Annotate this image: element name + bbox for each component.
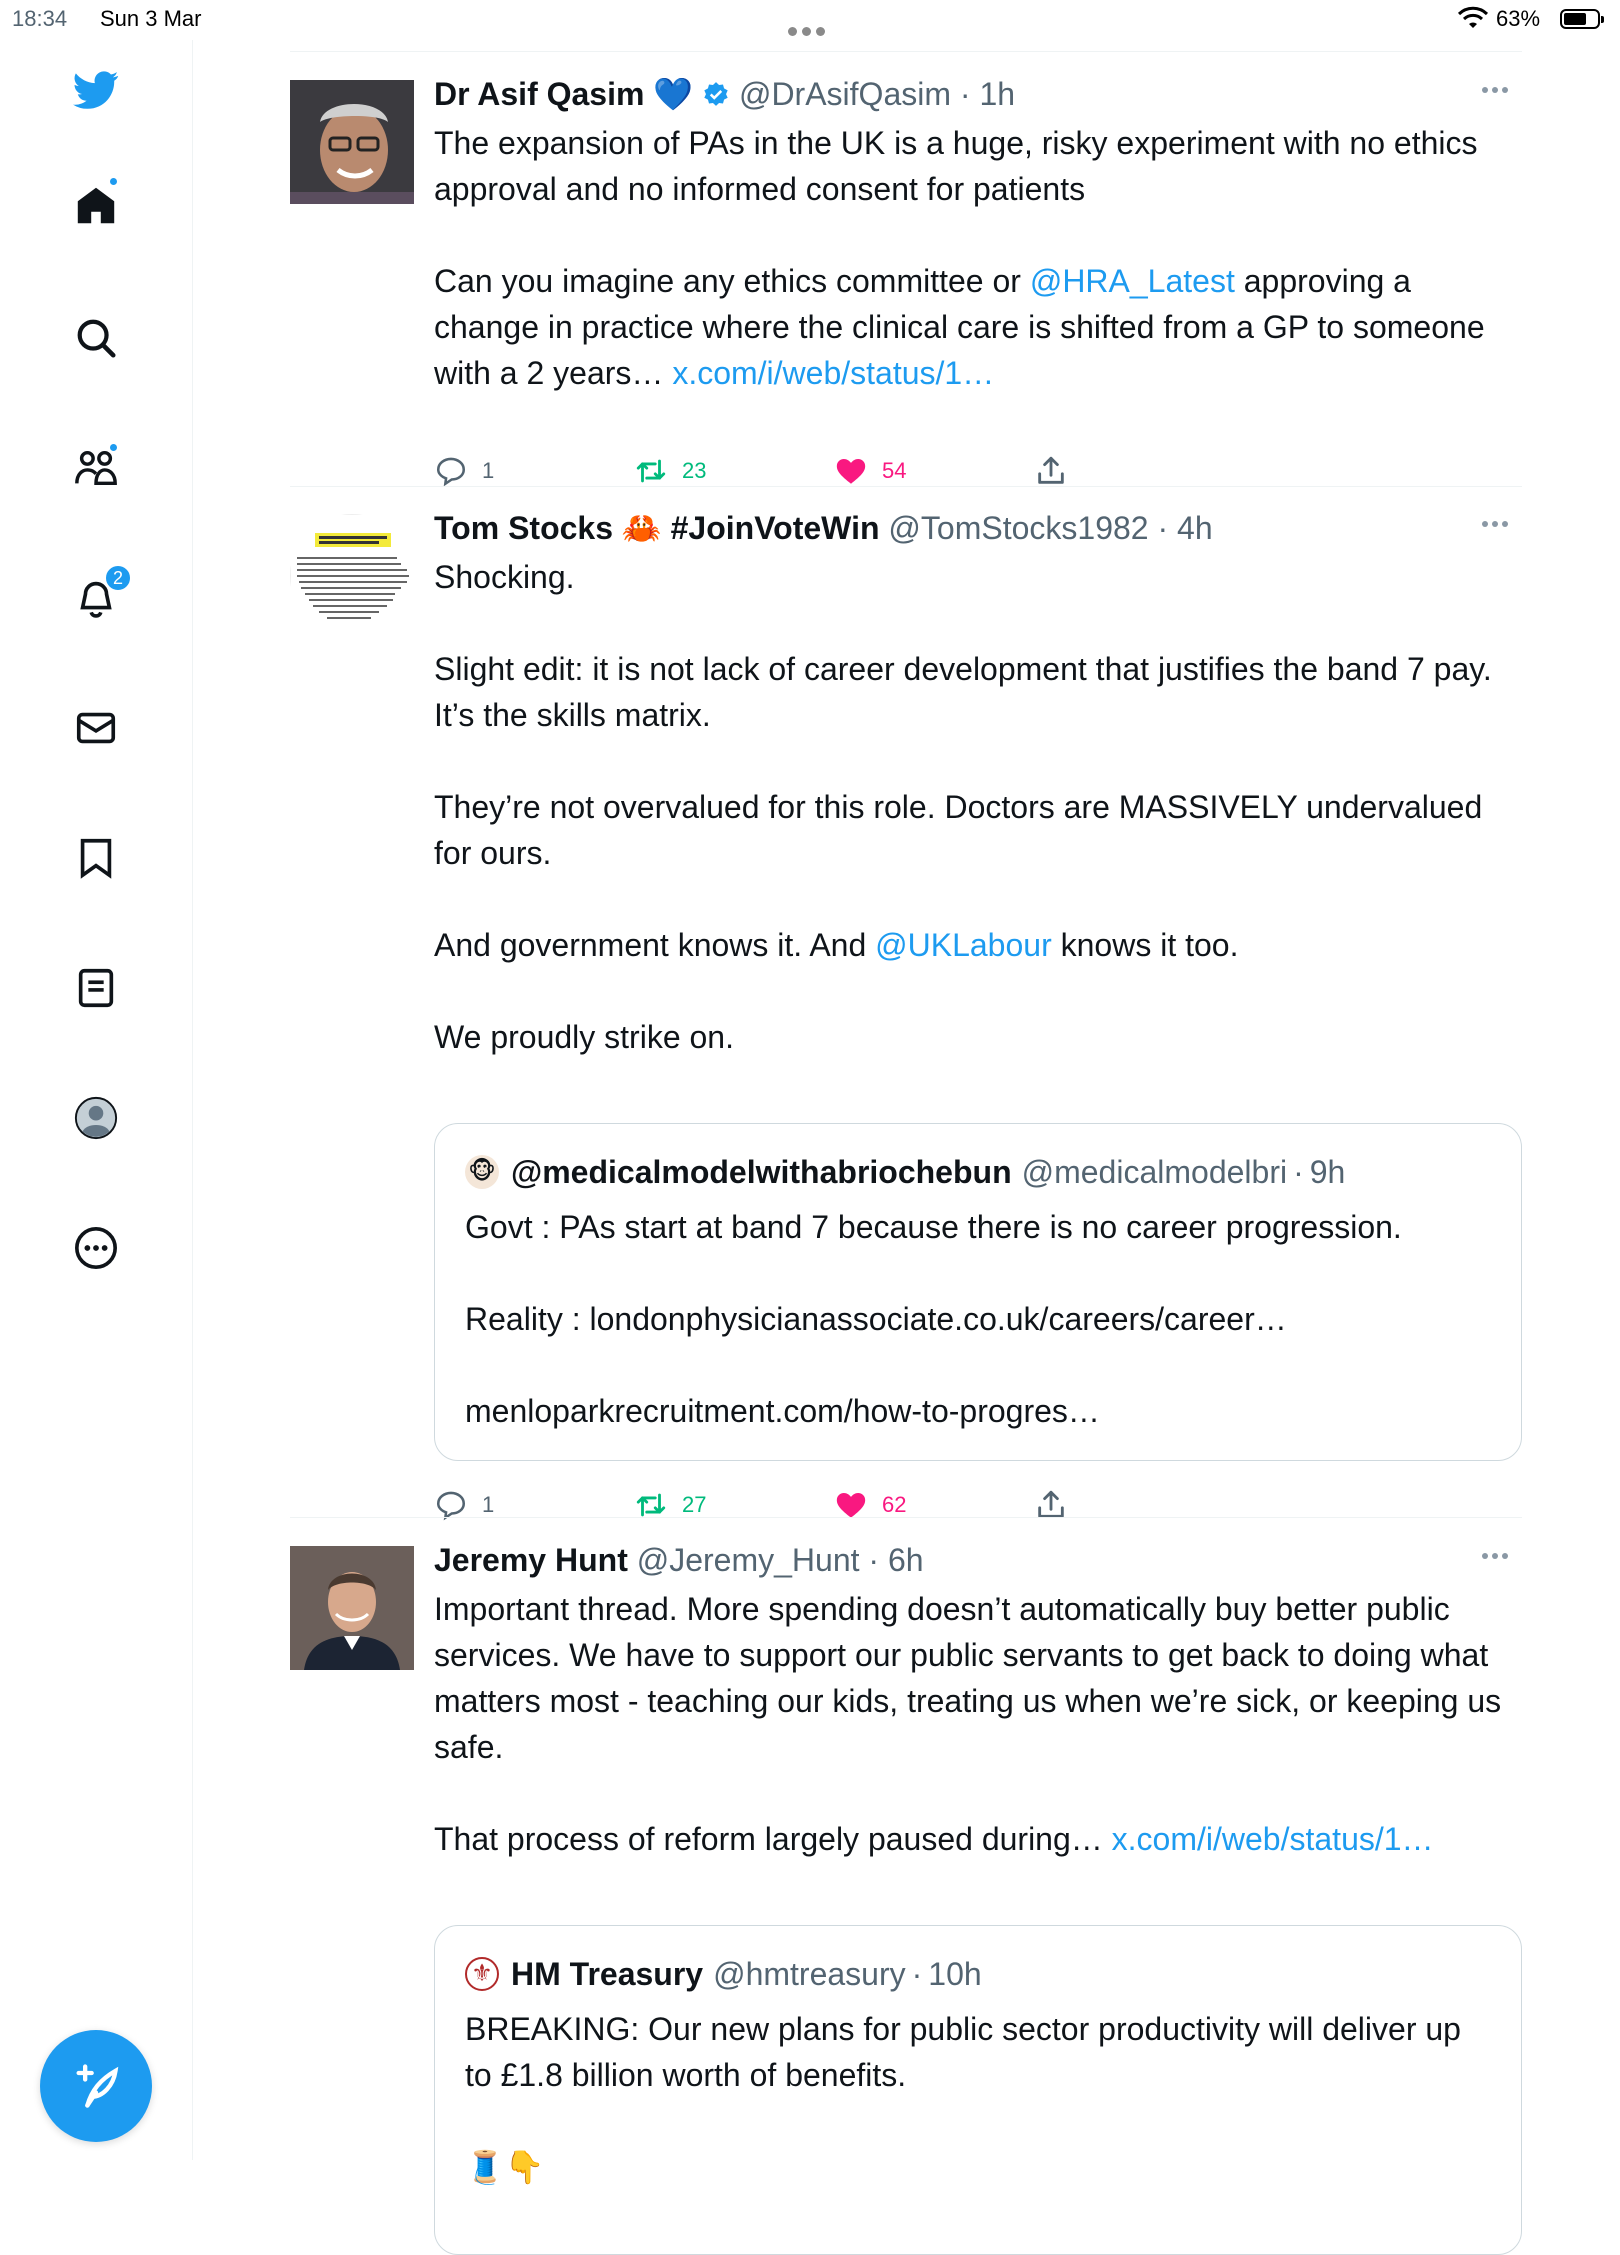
tweet-paragraph [434, 922, 1514, 968]
mention-link[interactable]: @HRA_Latest [1029, 263, 1235, 299]
avatar[interactable] [290, 1546, 414, 1670]
tweet-paragraph: The expansion of PAs in the UK is a huge, risky experiment with no ethics approval and no informed consent for patients [434, 125, 1478, 207]
quoted-paragraph: menloparkrecruitment.com/how-to-progres… [465, 1393, 1100, 1429]
share-button[interactable] [1034, 454, 1082, 488]
tweet-header [434, 508, 1514, 548]
tweet-time[interactable]: 6h [887, 1542, 924, 1578]
verified-badge-icon [702, 81, 730, 109]
quoted-paragraph: BREAKING: Our new plans for public sector productivity will deliver up to £1.8 billion worth of benefits. [465, 2011, 1461, 2093]
tweet-paragraph-blank [434, 968, 1514, 1014]
quoted-tweet[interactable] [434, 1123, 1522, 1461]
tweet-paragraph: Shocking. [434, 559, 575, 595]
like-button[interactable] [834, 454, 906, 488]
retweet-icon [634, 454, 668, 488]
bookmark-icon [73, 835, 119, 881]
tweet[interactable] [290, 74, 1522, 524]
tweet-time[interactable]: 1h [979, 76, 1016, 112]
tweet-paragraph: We proudly strike on. [434, 1019, 734, 1055]
battery-percentage: 63% [1496, 6, 1541, 31]
notifications-badge: 2 [104, 564, 132, 592]
profile-icon [73, 1095, 119, 1141]
quoted-author-handle: @hmtreasury [713, 1956, 906, 1992]
author-name[interactable]: Dr Asif Qasim [434, 76, 645, 112]
tweet[interactable] [290, 508, 1522, 1518]
like-count: 54 [882, 458, 907, 483]
battery-icon [1560, 9, 1600, 29]
quoted-author-name: HM Treasury [511, 1956, 704, 1992]
retweet-count: 23 [682, 458, 707, 483]
tweet-more-button[interactable] [1482, 1546, 1522, 1576]
tweet[interactable] [290, 1540, 1522, 2185]
quoted-paragraph-blank [465, 1342, 1495, 1388]
separator-dot: · [1157, 510, 1169, 546]
quoted-paragraph-blank [465, 2098, 1495, 2144]
mail-icon [73, 705, 119, 751]
tweet-paragraph: They’re not overvalued for this role. Doctors are MASSIVELY undervalued for ours. [434, 789, 1483, 871]
separator-dot: · [959, 76, 971, 112]
tweet-paragraph: Slight edit: it is not lack of career development that justifies the band 7 pay. It’s the skills matrix. [434, 651, 1492, 733]
compose-tweet-button[interactable] [40, 2030, 152, 2142]
wifi-icon [1458, 8, 1488, 30]
tweet-text [434, 120, 1514, 396]
reply-count: 1 [482, 1492, 495, 1517]
quoted-tweet-text [465, 2006, 1495, 2190]
quoted-author-handle: @medicalmodelbri [1021, 1154, 1288, 1190]
tweet-header [434, 1540, 1514, 1580]
quoted-paragraph: Reality : londonphysicianassociate.co.uk/careers/career… [465, 1301, 1287, 1337]
author-name-suffix[interactable]: #JoinVoteWin [670, 510, 880, 546]
status-bar [0, 0, 1620, 40]
tweet-paragraph-blank [434, 738, 1514, 784]
retweet-button[interactable] [634, 454, 706, 488]
multitasking-dots-icon[interactable] [788, 16, 834, 26]
quoted-paragraph-emoji: 🧵👇 [465, 2149, 545, 2185]
sidebar-item-bookmarks[interactable] [68, 830, 124, 886]
text-segment: knows it too. [1051, 927, 1239, 963]
more-circle-icon [73, 1225, 119, 1271]
quoted-author-name: @medicalmodelwithabriochebun [511, 1154, 1012, 1190]
list-icon [73, 965, 119, 1011]
tweet-text [434, 554, 1514, 1060]
divider [290, 1517, 1522, 1518]
author-handle[interactable]: @DrAsifQasim [738, 76, 951, 112]
quoted-paragraph: Govt : PAs start at band 7 because there is no career progression. [465, 1209, 1402, 1245]
tweet-more-button[interactable] [1482, 514, 1522, 544]
author-emoji: 💙 [653, 76, 694, 112]
tweet-paragraph-blank [434, 1770, 1514, 1816]
tweet-more-button[interactable] [1482, 80, 1522, 110]
reply-count: 1 [482, 458, 495, 483]
quoted-tweet-header [465, 1152, 1345, 1192]
text-segment: approving a change in practice where the clinical care is shifted from a GP to someone with a 2 years… [434, 263, 1485, 391]
text-segment: And government knows it. And [434, 927, 876, 963]
url-link[interactable]: x.com/i/web/status/1… [1111, 1821, 1434, 1857]
tweet-paragraph-blank [434, 600, 1514, 646]
communities-unread-dot [108, 442, 119, 453]
avatar-photo-icon [290, 1546, 414, 1670]
tweet-paragraph: Important thread. More spending doesn’t automatically buy better public services. We have to support our public servants to get back to doing what matters most - teaching our kids, treating us when we’re sick, or keeping us safe. [434, 1591, 1502, 1765]
sidebar-item-lists[interactable] [68, 960, 124, 1016]
author-handle[interactable]: @TomStocks1982 [888, 510, 1149, 546]
status-time: 18:34 [12, 6, 68, 31]
tweet-actions [434, 454, 1134, 494]
separator-dot: · [911, 1956, 923, 1992]
separator-dot: · [868, 1542, 880, 1578]
quoted-tweet-header [465, 1954, 982, 1994]
search-icon [73, 315, 119, 361]
compose-feather-icon [70, 2060, 122, 2112]
quoted-tweet-time: 9h [1309, 1154, 1346, 1190]
avatar[interactable] [290, 80, 414, 204]
like-count: 62 [882, 1492, 907, 1517]
reply-icon [434, 454, 468, 488]
sidebar-item-explore[interactable] [68, 310, 124, 366]
quoted-avatar: 🐵 [465, 1155, 499, 1189]
avatar[interactable] [290, 514, 414, 638]
quoted-tweet[interactable] [434, 1925, 1522, 2255]
sidebar-item-more[interactable] [68, 1220, 124, 1276]
tweet-paragraph [434, 258, 1514, 396]
separator-dot: · [1293, 1154, 1304, 1190]
share-icon [1034, 454, 1068, 488]
avatar-document-icon [291, 515, 415, 639]
sidebar-item-home[interactable] [68, 178, 124, 234]
tweet-paragraph [434, 1816, 1514, 1862]
text-segment: That process of reform largely paused during… [434, 1821, 1112, 1857]
tweet-actions [434, 1488, 1134, 1528]
text-segment: Can you imagine any ethics committee or [434, 263, 1030, 299]
heart-filled-icon [834, 454, 868, 488]
sidebar-item-messages[interactable] [68, 700, 124, 756]
tweet-header [434, 74, 1514, 114]
sidebar-item-notifications[interactable] [68, 567, 124, 626]
divider [290, 486, 1522, 487]
tweet-paragraph-blank [434, 212, 1514, 258]
home-unread-dot [108, 176, 119, 187]
sidebar-item-profile[interactable] [68, 1090, 124, 1146]
retweet-count: 27 [682, 1492, 707, 1517]
twitter-logo-icon[interactable] [68, 62, 124, 118]
home-icon [73, 183, 119, 229]
tweet-paragraph-blank [434, 876, 1514, 922]
mention-link[interactable]: @UKLabour [875, 927, 1052, 963]
avatar-photo-icon [290, 80, 414, 204]
sidebar-nav [0, 40, 193, 2160]
tweet-time[interactable]: 4h [1177, 510, 1213, 546]
author-name[interactable]: Tom Stocks [434, 510, 613, 546]
quoted-avatar: ⚜ [465, 1957, 499, 1991]
author-emoji: 🦀 [621, 510, 662, 546]
status-date: Sun 3 Mar [100, 6, 202, 31]
quoted-paragraph-blank [465, 1250, 1495, 1296]
reply-button[interactable] [434, 454, 494, 488]
sidebar-item-communities[interactable] [68, 440, 124, 496]
author-name[interactable]: Jeremy Hunt [434, 1542, 628, 1578]
quoted-tweet-time: 10h [928, 1956, 982, 1992]
tweet-text [434, 1586, 1514, 1862]
quoted-tweet-text [465, 1204, 1495, 1434]
divider [290, 51, 1522, 52]
author-handle[interactable]: @Jeremy_Hunt [636, 1542, 860, 1578]
url-link[interactable]: x.com/i/web/status/1… [672, 355, 995, 391]
